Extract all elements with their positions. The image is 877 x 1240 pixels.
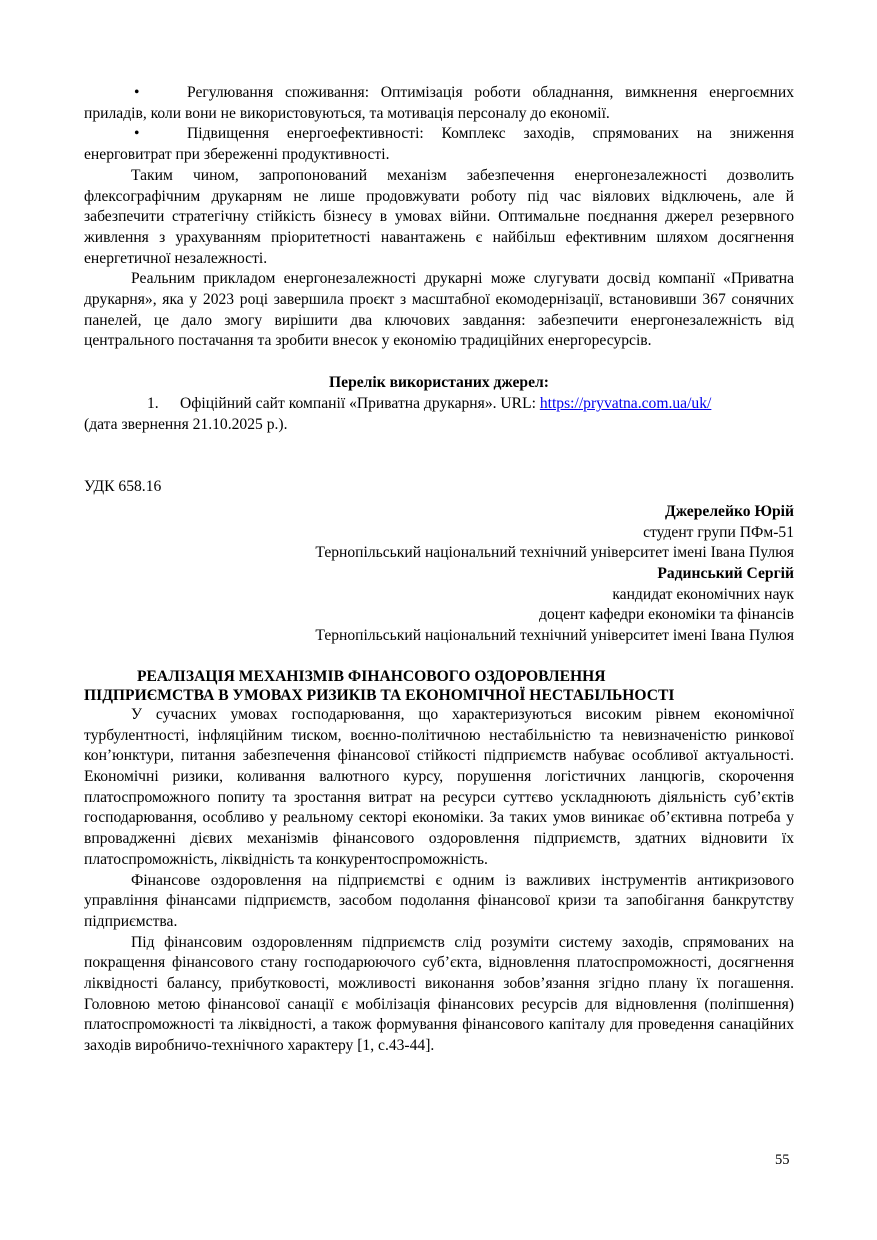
- page-number: 55: [775, 1152, 790, 1168]
- body-paragraph: Фінансове оздоровлення на підприємстві є одним із важливих інструментів антикризового управління фінансами підприємств, засобом подолання фінансової кризи та запобігання банкрутству підприємства.: [84, 871, 794, 930]
- author-affiliation: Тернопільський національний технічний університет імені Івана Пулюя: [315, 627, 794, 645]
- reference-item: [84, 394, 794, 435]
- article-title: РЕАЛІЗАЦІЯ МЕХАНІЗМІВ ФІНАНСОВОГО ОЗДОРОВЛЕННЯ ПІДПРИЄМСТВА В УМОВАХ РИЗИКІВ ТА ЕКОНОМІЧНОЇ НЕСТАБІЛЬНОСТІ: [84, 667, 675, 704]
- udk-code: УДК 658.16: [84, 478, 162, 496]
- author-affiliation: доцент кафедри економіки та фінансів: [539, 606, 794, 624]
- author-affiliation: кандидат економічних наук: [612, 585, 794, 603]
- body-paragraph: У сучасних умовах господарювання, що характеризуються високим рівнем економічної турбулентності, інфляційним тиском, воєнно-політичною нестабільністю та невизначеністю ринкової кон’юнктури, питання забезпечення фінансової стійкості підприємств набуває особливої актуальності. Економічні ризики, коливання валютного курсу, порушення логістичних ланцюгів, скорочення платоспроможного попиту та зростання витрат на ресурси суттєво ускладнюють діяльність суб’єктів господарювання, особливо у реальному секторі економіки. За таких умов виникає об’єктивна потреба у впровадженні дієвих механізмів фінансового оздоровлення підприємств, здатних відновити їх платоспроможність, ліквідність та конкурентоспроможність.: [84, 705, 794, 868]
- body-paragraph: Під фінансовим оздоровленням підприємств слід розуміти систему заходів, спрямованих на покращення фінансового стану господарюючого суб’єкта, відновлення платоспроможності, досягнення ліквідності балансу, прибутковості, можливості виконання зобов’язання згідно плану їх погашення. Головною метою фінансової санації є мобілізація фінансових ресурсів для відновлення (поліпшення) платоспроможності та ліквідності, а також формування фінансового капіталу для проведення санаційних заходів виробничо-технічного характеру [1, с.43-44].: [84, 933, 794, 1055]
- reference-number: 1.: [147, 394, 159, 412]
- bullet-icon: •: [134, 84, 140, 101]
- references-heading: Перелік використаних джерел:: [329, 374, 549, 392]
- reference-text: Офіційний сайт компанії «Приватна друкарня». URL:: [180, 394, 540, 412]
- body-paragraph: Реальним прикладом енергонезалежності друкарні може слугувати досвід компанії «Приватна друкарня», яка у 2023 році завершила проєкт з масштабної екомодернізації, встановивши 367 сонячних панелей, це дало змогу вирішити два ключових завдання: забезпечити енергонезалежність від центрального постачання та зробити внесок у економію традиційних енергоресурсів.: [84, 270, 794, 350]
- author-name: Радинський Сергій: [657, 565, 794, 583]
- document-page: [84, 83, 794, 1057]
- author-affiliation: студент групи ПФм-51: [643, 523, 794, 541]
- reference-link[interactable]: https://pryvatna.com.ua/uk/: [539, 394, 712, 412]
- body-paragraph: Таким чином, запропонований механізм забезпечення енергонезалежності дозволить флексографічним друкарням не лише продовжувати роботу під час віялових відключень, але й забезпечити стратегічну стійкість бізнесу в умовах війни. Оптимальне поєднання джерел резервного живлення з урахуванням пріоритетності навантажень є найбільш ефективним шляхом досягнення енергетичної незалежності.: [84, 166, 794, 267]
- bullet-item: • Регулювання споживання: Оптимізація роботи обладнання, вимкнення енергоємних приладів, коли вони не використовуються, та мотивація персоналу до економії.: [84, 84, 794, 122]
- author-affiliation: Тернопільський національний технічний університет імені Івана Пулюя: [315, 544, 794, 562]
- author-name: Джерелейко Юрій: [664, 502, 794, 520]
- reference-access-date: (дата звернення 21.10.2025 р.).: [84, 415, 288, 433]
- bullet-icon: •: [134, 125, 140, 143]
- bullet-item: • Підвищення енергоефективності: Комплекс заходів, спрямованих на зниження енерговитрат при збереженні продуктивності.: [84, 125, 794, 164]
